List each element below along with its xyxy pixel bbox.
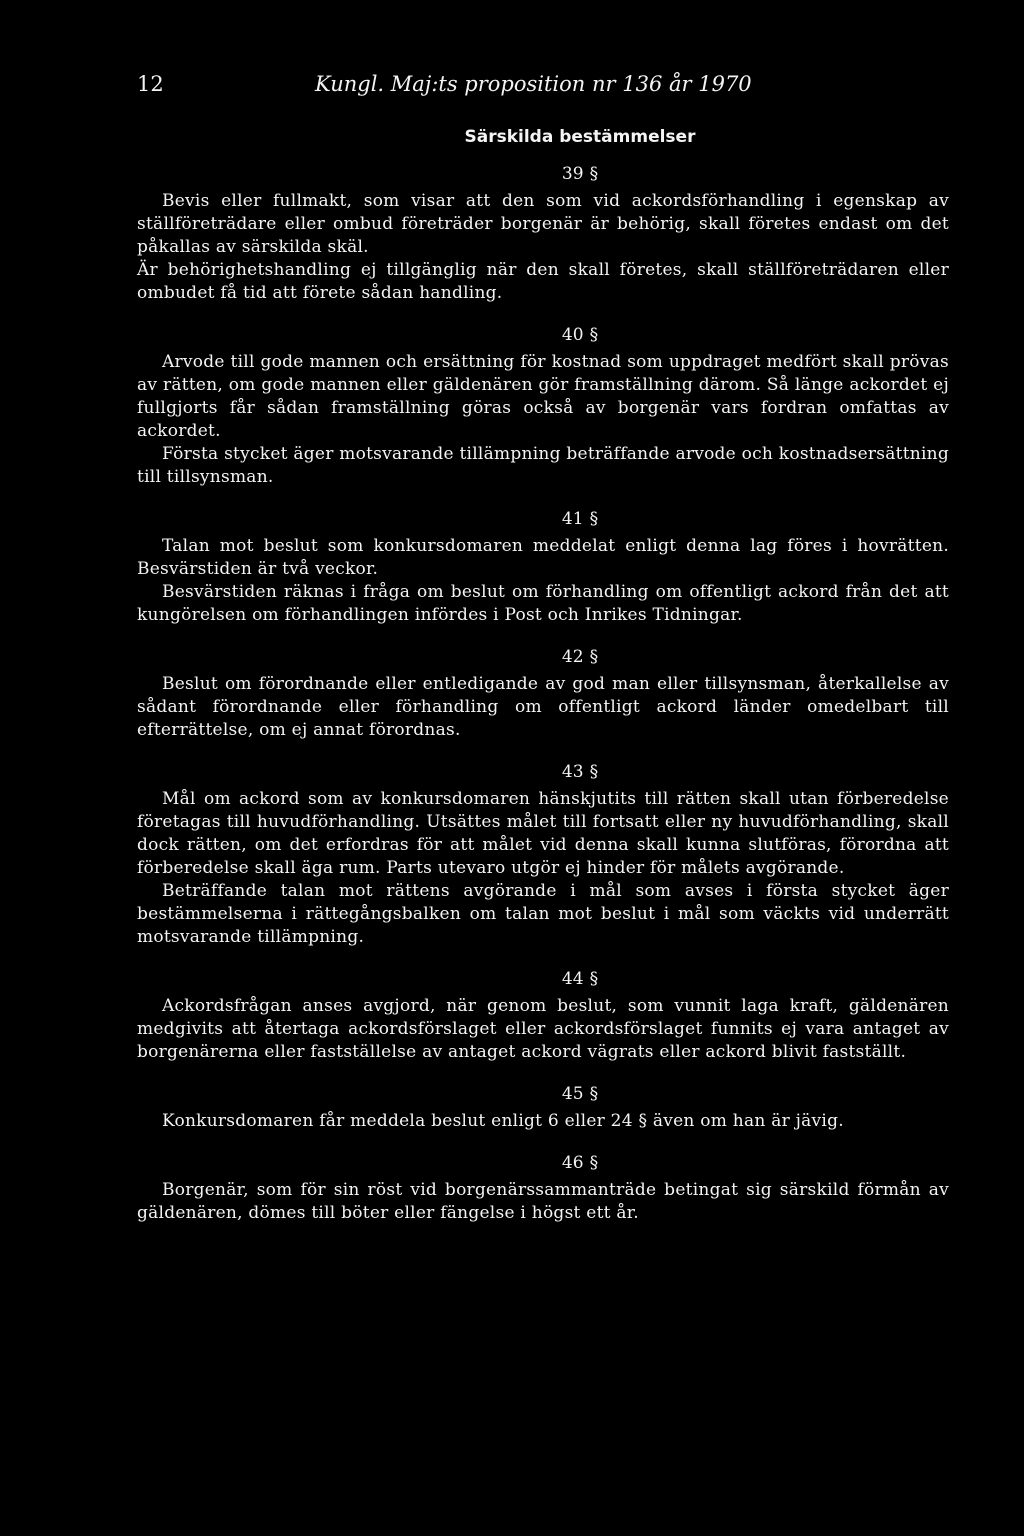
paragraph: Arvode till gode mannen och ersättning för kostnad som uppdraget medfört skall prövas av rätten, om gode mannen eller gäldenären gör framställning därom. Så länge ackordet ej fullgjorts får sådan framställning göras också av borgenär vars fordran omfattas av ackordet.: [137, 352, 949, 441]
section-sign: §: [589, 1084, 599, 1104]
section-sign: §: [589, 325, 599, 345]
section-sign: §: [589, 762, 599, 782]
page-number: 12: [137, 72, 164, 96]
paragraph: Mål om ackord som av konkursdomaren hänskjutits till rätten skall utan förberedelse företagas till huvudförhandling. Utsättes målet till fortsatt eller ny huvudförhandling, skall dock rätten, om det erfordras för att målet vid denna skall kunna slutföras, förordna att förberedelse skall äga rum. Parts utevaro utgör ej hinder för målets avgörande.: [137, 789, 949, 878]
section-40: [137, 321, 949, 489]
section-number: 43: [561, 762, 584, 782]
paragraph: Besvärstiden räknas i fråga om beslut om förhandling om offentligt ackord från det att kungörelsen om förhandlingen infördes i Post och Inrikes Tidningar.: [137, 582, 949, 625]
paragraph: Är behörighetshandling ej tillgänglig när den skall företes, skall ställföreträdaren eller ombudet få tid att förete sådan handling.: [137, 260, 949, 303]
section-44: [137, 965, 949, 1064]
section-heading: [137, 965, 949, 993]
paragraph: Konkursdomaren får meddela beslut enligt 6 eller 24 § även om han är jävig.: [162, 1111, 844, 1131]
section-number: 39: [561, 164, 584, 184]
section-heading: [137, 758, 949, 786]
paragraph: Talan mot beslut som konkursdomaren meddelat enligt denna lag föres i hovrätten. Besvärstiden är två veckor.: [137, 536, 949, 579]
section-42: [137, 643, 949, 742]
section-number: 40: [561, 325, 584, 345]
paragraph: Första stycket äger motsvarande tillämpning beträffande arvode och kostnadsersättning till tillsynsman.: [137, 444, 949, 487]
section-sign: §: [589, 509, 599, 529]
document-body: [137, 124, 949, 1241]
paragraph: Beträffande talan mot rättens avgörande i mål som avses i första stycket äger bestämmelserna i rättegångsbalken om talan mot beslut i mål som väckts vid underrätt motsvarande tillämpning.: [137, 881, 949, 947]
section-45: [137, 1080, 949, 1133]
section-heading: [137, 643, 949, 671]
section-heading: [137, 1080, 949, 1108]
section-46: [137, 1149, 949, 1225]
section-group-heading: Särskilda bestämmelser: [464, 127, 696, 147]
section-sign: §: [589, 1153, 599, 1173]
section-sign: §: [589, 647, 599, 667]
paragraph: Ackordsfrågan anses avgjord, när genom beslut, som vunnit laga kraft, gäldenären medgivits att återtaga ackordsförslaget eller ackordsförslaget funnits ej vara antaget av borgenärerna eller fastställelse av antaget ackord vägrats eller ackord blivit fastställt.: [137, 996, 949, 1062]
section-heading: [137, 1149, 949, 1177]
section-heading: [137, 160, 949, 188]
paragraph: Borgenär, som för sin röst vid borgenärssammanträde betingat sig särskild förmån av gäldenären, dömes till böter eller fängelse i högst ett år.: [137, 1180, 949, 1223]
section-sign: §: [589, 164, 599, 184]
section-39: [137, 160, 949, 305]
section-number: 44: [561, 969, 584, 989]
running-header: [137, 72, 777, 102]
section-heading: [137, 505, 949, 533]
section-number: 42: [561, 647, 584, 667]
section-41: [137, 505, 949, 627]
section-number: 46: [561, 1153, 584, 1173]
paragraph: Beslut om förordnande eller entledigande av god man eller tillsynsman, återkallelse av sådant förordnande eller förhandling om offentligt ackord länder omedelbart till efterrättelse, om ej annat förordnas.: [137, 674, 949, 740]
section-43: [137, 758, 949, 949]
section-sign: §: [589, 969, 599, 989]
section-number: 41: [561, 509, 584, 529]
section-heading: [137, 321, 949, 349]
section-number: 45: [561, 1084, 584, 1104]
publication-title: Kungl. Maj:ts proposition nr 136 år 1970: [315, 72, 752, 96]
paragraph: Bevis eller fullmakt, som visar att den som vid ackordsförhandling i egenskap av ställföreträdare eller ombud företräder borgenär är behörig, skall företes endast om det påkallas av särskilda skäl.: [137, 191, 949, 257]
